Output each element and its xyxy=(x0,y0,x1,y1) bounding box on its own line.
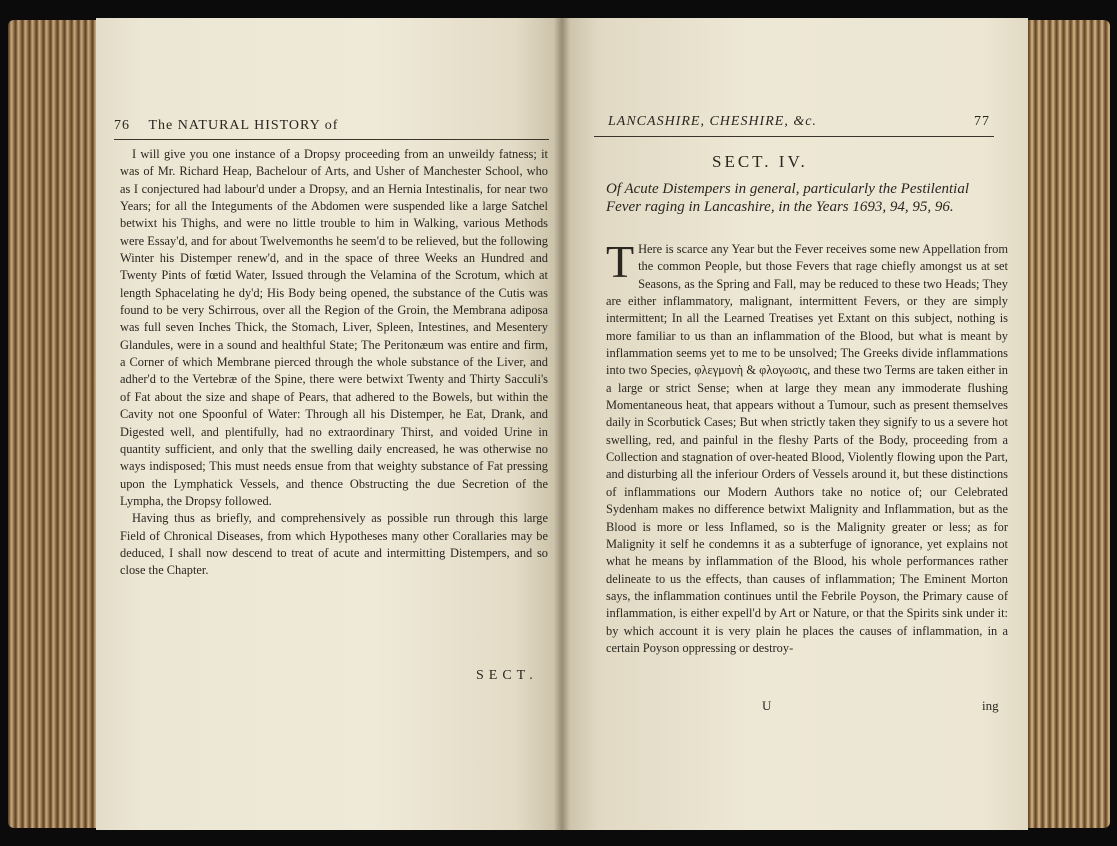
section-heading: Of Acute Distempers in general, particularly the Pestilential Fever raging in Lancashire, in the Years 1693, 94, 95, 96. xyxy=(606,181,969,215)
right-running-head: LANCASHIRE, CHESHIRE, &c. xyxy=(608,114,817,129)
left-catchword: SECT. xyxy=(476,668,538,683)
left-paragraph-2: Having thus as briefly, and comprehensively as possible run through this large Field of Chronical Diseases, from which Hypotheses many other Corallaries may be deduced, I shall now descend to treat of acute and intermitting Distempers, and so close the Chapter. xyxy=(120,511,548,578)
right-body-text xyxy=(606,236,1008,657)
right-page-number: 77 xyxy=(974,114,990,129)
left-paragraph-1: I will give you one instance of a Dropsy proceeding from an unweildy fatness; it was of Mr. Richard Heap, Bachelour of Arts, and Usher of Manchester School, who as I conjectured had labour'd under a Dropsy, and an Hernia Intestinalis, for near two Years; for all the Integuments of the Abdomen were suspended like a large Satchel betwixt his Thighs, and were no little trouble to him in Walking, various Methods were Essay'd, and for about Twelvemonths he seem'd to be relieved, but the following Winter his Distemper renew'd, and in the space of three Weeks an Hundred and Twenty Pints of fœtid Water, Issued through the Velamina of the Scrotum, which at length Sphacelating he dy'd; His Body being opened, the substance of the Cutis was found to be very Schirrous, over all the Region of the Groin, the Membrana adiposa was full seven Inches Thick, the Stomach, Liver, Spleen, Intestines, and Mesentery Glandules, were in a sound and healthful State; The Peritonæum was entire and firm, a Corner of which Membrane pierced through the whole substance of the Liver, and adher'd to the Vertebræ of the Spine, there were betwixt Twenty and Thirty Sacculi's of Fat about the size and shape of Pears, that adhered to the Bowels, but within the Cavity not one Spoonful of Water: Through all his Distemper, he Eat, Drank, and Digested well, and plentifully, had no extraordinary Thirst, and voided Urine in quantity sufficient, and only that the swelling daily encreased, he was otherwise no ways indisposed; This must needs ensue from that weighty substance of Fat pressing upon the Lymphatick Vessels, and thence Obstructing the due Secretion of the Lympha, the Dropsy followed. xyxy=(120,147,548,508)
left-running-head-title: The NATURAL HISTORY of xyxy=(148,118,339,133)
right-head-rule xyxy=(594,136,994,137)
left-page xyxy=(96,18,562,830)
left-body-text xyxy=(120,146,548,580)
left-page-edges xyxy=(8,20,103,828)
left-running-head xyxy=(114,118,338,134)
drop-cap: T xyxy=(606,236,635,287)
section-title: SECT. IV. xyxy=(712,152,808,171)
left-page-number: 76 xyxy=(114,118,130,133)
left-head-rule xyxy=(114,139,549,140)
right-page-edges xyxy=(1015,20,1110,828)
signature-mark: U xyxy=(762,698,772,713)
book-gutter xyxy=(554,18,570,830)
right-page xyxy=(562,18,1028,830)
open-book xyxy=(8,14,1110,834)
right-paragraph: Here is scarce any Year but the Fever receives some new Appellation from the common People, but those Fevers that rage chiefly amongst us at set Seasons, as the Spring and Fall, may be reduced to these two Heads; They are either inflammatory, malignant, intermittent Fevers, or they are simply intermittent; In all the Learned Treatises yet Extant on this subject, nothing is more familiar to us than an inflammation of the Blood, but what is meant by inflammation seems yet to me to be unsolved; The Greeks divide inflammations into two Species, φλεγμονὴ & φλογωσις, and these two Terms are taken either in a large or strict Sense; when at large they mean any immoderate flushing Momentaneous heat, that appears without a Tumour, such as present themselves daily in Scorbutick Cases; But when strictly taken they signify to us a severe hot swelling, red, and painful in the fleshy Parts of the Body, proceeding from a Collection and stagnation of over-heated Blood, Violently flowing upon the Part, and disturbing all the inferiour Orders of Vessels around it, but these distinctions of inflammations our Modern Authors take no notice of; our Celebrated Sydenham makes no difference betwixt Malignity and Inflammation, but as the Blood is more or less Inflamed, so is the Malignity greater or less; as for Malignity it self he condemns it as a subterfuge of ignorance, yet explains not what he means by inflammation of the Blood, his whole performances rather delineate to us the effects, than causes of inflammation; The Eminent Morton says, the inflammation continues until the Febrile Poyson, the Primary cause of inflammation, is either expell'd by Art or Nature, or that the Spirits sink under it: by which account it is very plain he places the causes of inflammation, in a certain Poyson oppressing or destroy- xyxy=(606,242,1008,655)
right-catchword: ing xyxy=(982,698,999,713)
